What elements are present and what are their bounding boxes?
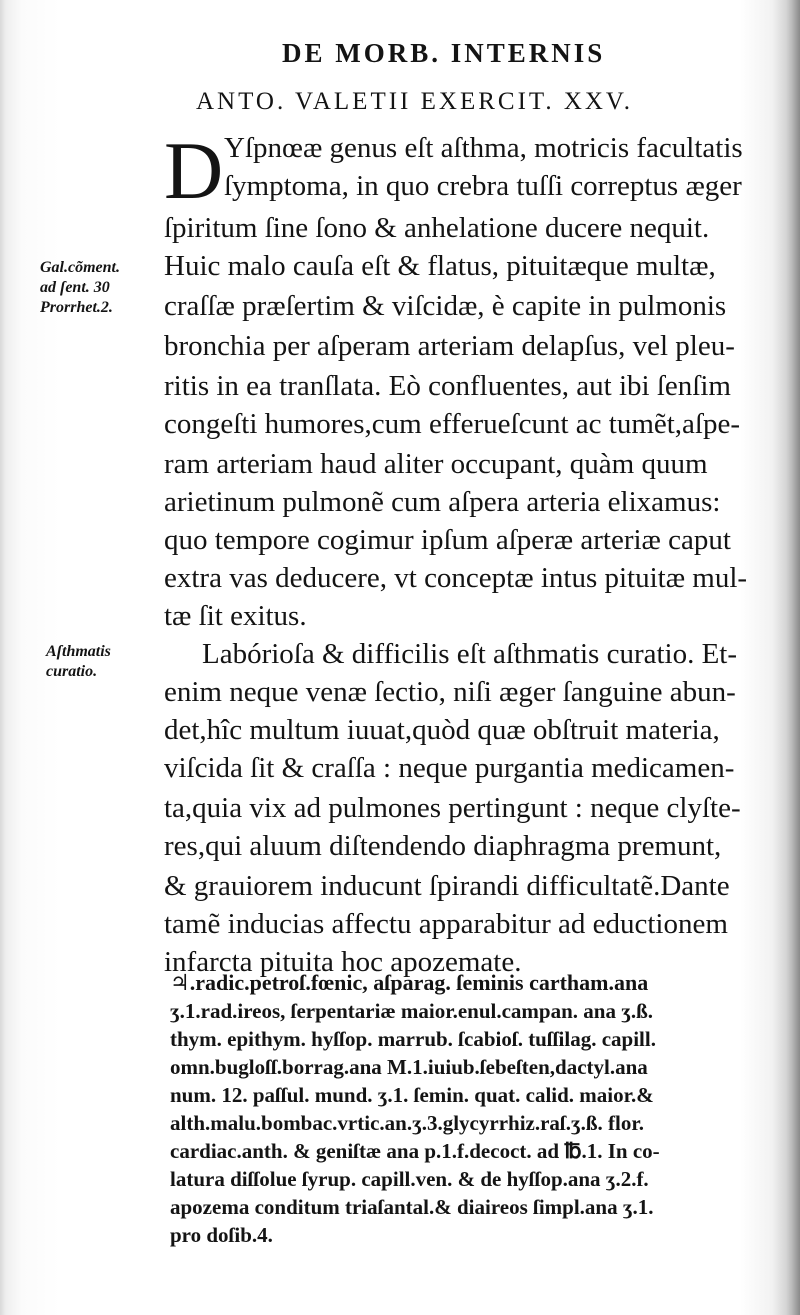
text-line: craſſæ præſertim & viſcidæ, è capite in pulmonis — [164, 290, 727, 322]
margin-note-line: Gal.cõment. — [40, 259, 120, 276]
text-line: Huic malo cauſa eſt & flatus, pituitæque multæ, — [164, 250, 716, 282]
text-line: ram arteriam haud aliter occupant, quàm quum — [164, 448, 708, 480]
margin-note-asthma-cure — [46, 642, 111, 682]
text-line: ſpiritum ſine ſono & anhelatione ducere nequit. — [164, 212, 710, 244]
text-line: bronchia per aſperam arteriam delapſus, vel pleu- — [164, 330, 735, 362]
text-line: quo tempore cogimur ipſum aſperæ arteriæ caput — [164, 524, 731, 556]
recipe-line: thym. epithym. hyſſop. marrub. ſcabioſ. tuſſilag. capill. — [170, 1027, 656, 1051]
text-line: enim neque venæ ſectio, niſi æger ſanguine abun- — [164, 676, 736, 708]
text-line: Labórioſa & difficilis eſt aſthmatis curatio. Et- — [202, 638, 738, 670]
margin-note-line: Prorrhet.2. — [40, 299, 113, 316]
margin-note-line: curatio. — [46, 663, 98, 680]
text-line: infarcta pituita hoc apozemate. — [164, 946, 522, 978]
margin-note-galen — [40, 258, 120, 318]
margin-note-line: ad ſent. 30 — [40, 279, 110, 296]
recipe-line: alth.malu.bombac.vrtic.an.ʒ.3.glycyrrhiz.raſ.ʒ.ß. flor. — [170, 1111, 645, 1135]
recipe-line: apozema conditum triaſantal.& diaireos ſimpl.ana ʒ.1. — [170, 1195, 654, 1219]
drop-cap: D — [164, 125, 224, 216]
recipe-line: pro doſib.4. — [170, 1223, 273, 1247]
margin-note-line: Aſthmatis — [46, 643, 111, 660]
text-line: det,hîc multum iuuat,quòd quæ obſtruit materia, — [164, 714, 720, 746]
running-head: DE MORB. INTERNIS — [282, 38, 606, 68]
recipe-line: ʒ.1.rad.ireos, ſerpentariæ maior.enul.campan. ana ʒ.ß. — [170, 999, 654, 1023]
recipe-line: latura diſſolue ſyrup. capill.ven. & de hyſſop.ana ʒ.2.f. — [170, 1167, 649, 1191]
text-line: & grauiorem inducunt ſpirandi difficultatẽ.Dante — [164, 870, 730, 902]
text-line: ta,quia vix ad pulmones pertingunt : neque clyſte- — [164, 792, 741, 824]
recipe-line: ♃.radic.petroſ.fœnic, aſparag. ſeminis cartham.ana — [170, 970, 649, 995]
page-edge-shadow — [786, 0, 800, 1315]
text-line: arietinum pulmonẽ cum aſpera arteria elixamus: — [164, 486, 721, 518]
text-line: tamẽ inducias affectu apparabitur ad eductionem — [164, 908, 728, 940]
recipe-line: omn.bugloſſ.borrag.ana M.1.iuiub.ſebeſten,dactyl.ana — [170, 1055, 648, 1079]
text-line: extra vas deducere, vt conceptæ intus pituitæ mul- — [164, 562, 748, 594]
text-line: congeſti humores,cum efferueſcunt ac tumẽt,aſpe- — [164, 408, 741, 440]
text-line: viſcida ſit & craſſa : neque purgantia medicamen- — [164, 752, 735, 784]
chapter-title: ANTO. VALETII EXERCIT. XXV. — [196, 88, 634, 115]
recipe-line: num. 12. paſſul. mund. ʒ.1. ſemin. quat. calid. maior.& — [170, 1083, 654, 1107]
text-line: tæ ſit exitus. — [164, 600, 307, 632]
text-line: ſymptoma, in quo crebra tuſſi correptus æger — [224, 170, 742, 202]
text-line: Yſpnœæ genus eſt aſthma, motricis facultatis — [224, 132, 743, 164]
text-line: ritis in ea tranſlata. Eò confluentes, aut ibi ſenſim — [164, 370, 731, 402]
recipe-line: cardiac.anth. & geniſtæ ana p.1.f.decoct. ad ℔.1. In co- — [170, 1139, 660, 1163]
text-line: res,qui aluum diſtendendo diaphragma premunt, — [164, 830, 722, 862]
